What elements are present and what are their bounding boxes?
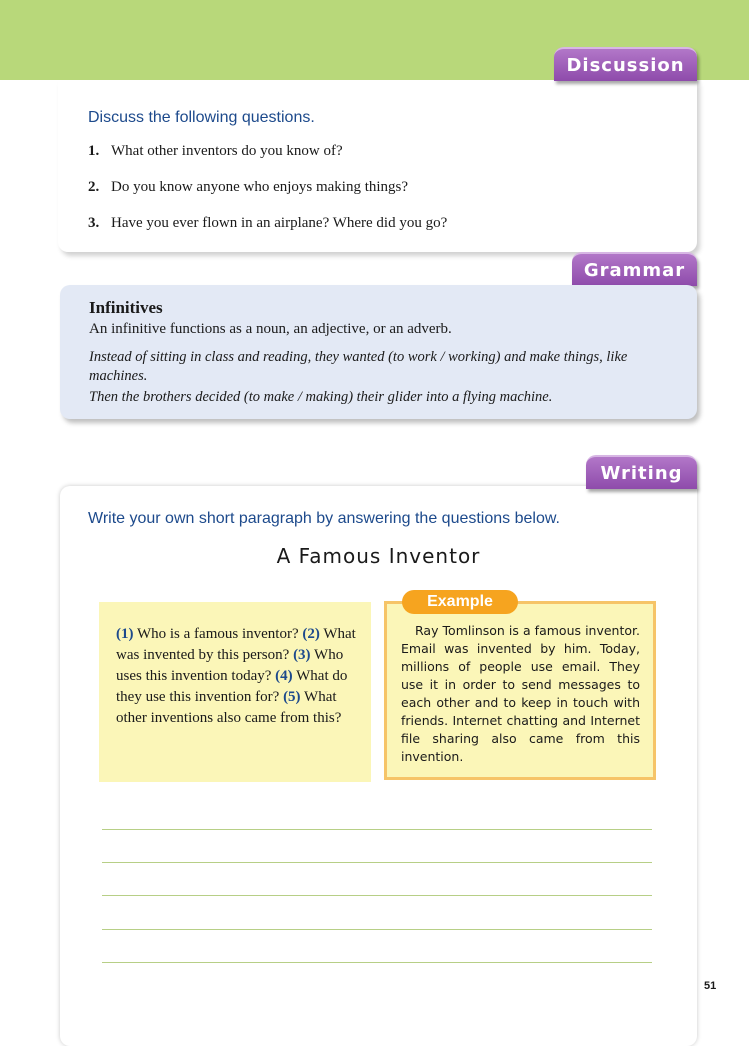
discussion-question	[88, 179, 408, 196]
writing-instruction: Write your own short paragraph by answering the questions below.	[88, 510, 560, 527]
grammar-example: Instead of sitting in class and reading, they wanted (to work / working) and make things, like machines.	[89, 349, 628, 384]
prompt-number: (1)	[116, 626, 134, 642]
prompt-question: Who is a famous inventor?	[133, 626, 303, 642]
question-text: Do you know anyone who enjoys making things?	[111, 179, 409, 195]
page-number: 51	[704, 980, 717, 992]
prompt-number: (5)	[283, 689, 301, 705]
discussion-tab: Discussion	[554, 47, 697, 81]
writing-tab: Writing	[586, 455, 697, 489]
grammar-definition: An infinitive functions as a noun, an adjective, or an adverb.	[89, 321, 452, 337]
prompt-question: What other inventions also came from this?	[116, 689, 342, 726]
question-text: What other inventors do you know of?	[111, 143, 343, 159]
writing-line[interactable]	[102, 962, 652, 963]
writing-line[interactable]	[102, 895, 652, 896]
grammar-title: Infinitives	[89, 298, 163, 317]
grammar-tab: Grammar	[572, 252, 697, 286]
prompt-number: (4)	[275, 668, 293, 684]
question-number: 2.	[88, 179, 100, 195]
discussion-question	[88, 143, 343, 160]
discussion-instruction: Discuss the following questions.	[88, 109, 315, 126]
example-label: Example	[402, 590, 518, 614]
writing-line[interactable]	[102, 829, 652, 830]
prompt-question: What do they use this invention for?	[116, 668, 348, 705]
question-number: 3.	[88, 215, 100, 231]
writing-line[interactable]	[102, 929, 652, 930]
grammar-example: Then the brothers decided (to make / making) their glider into a flying machine.	[89, 389, 553, 405]
question-number: 1.	[88, 143, 100, 159]
prompt-number: (3)	[293, 647, 311, 663]
prompt-question: Who uses this invention today?	[116, 647, 344, 684]
prompt-number: (2)	[302, 626, 320, 642]
question-text: Have you ever flown in an airplane? Where did you go?	[111, 215, 448, 231]
prompt-text	[116, 624, 361, 729]
example-text: Ray Tomlinson is a famous inventor. Email was invented by him. Today, millions of people use email. They use it in order to send messages to each other and to keep in touch with friends. Internet chatting and Internet file sharing also came from this invention.	[401, 623, 640, 764]
writing-title: A Famous Inventor	[276, 544, 481, 568]
prompt-question: What was invented by this person?	[116, 626, 356, 663]
discussion-question	[88, 215, 447, 232]
writing-line[interactable]	[102, 862, 652, 863]
